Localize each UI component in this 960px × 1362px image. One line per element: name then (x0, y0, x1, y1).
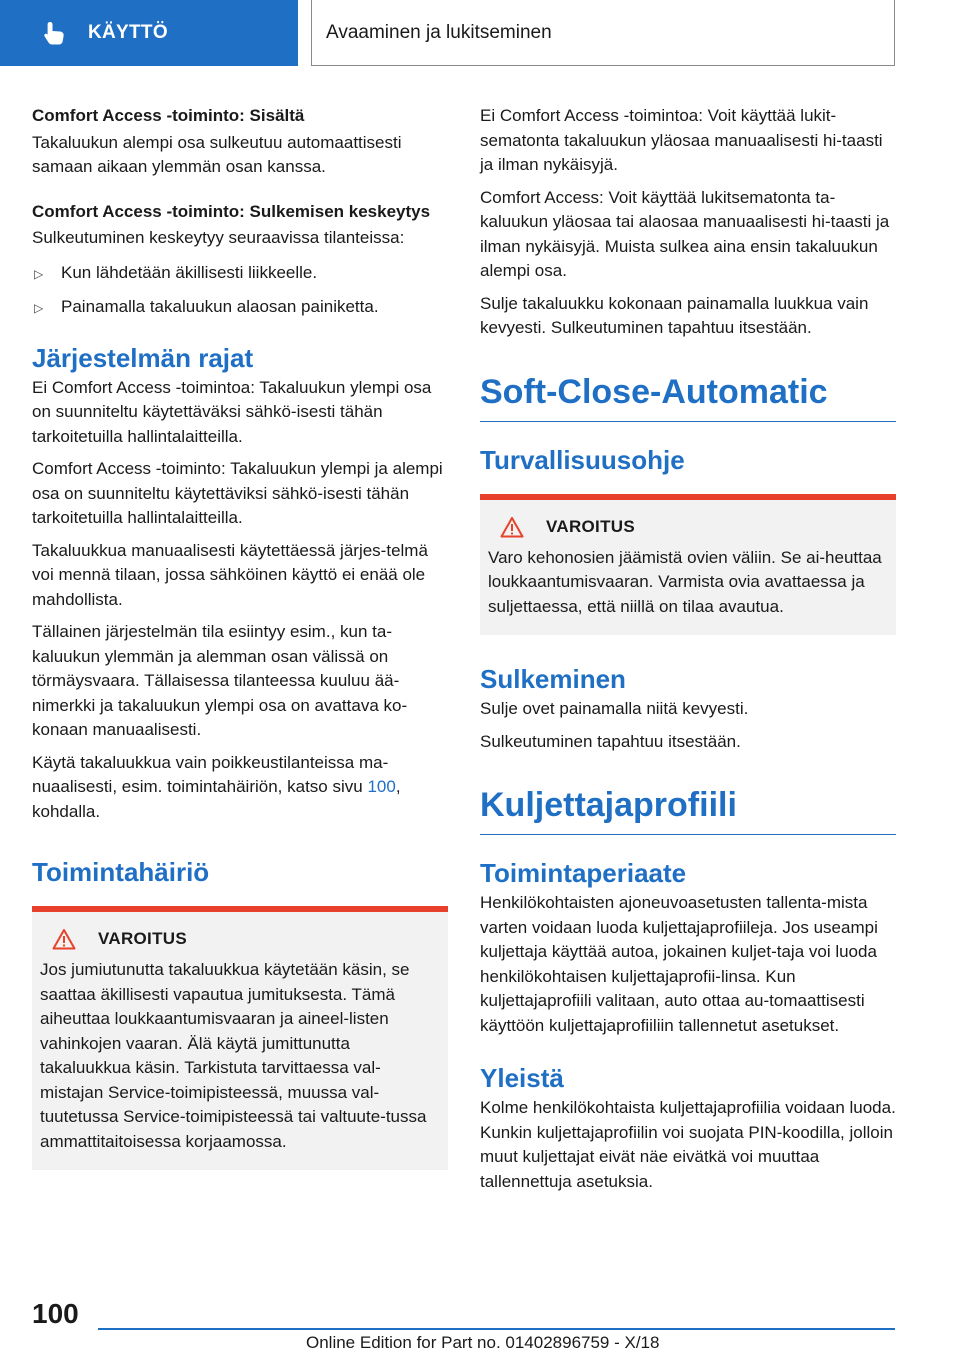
page-link[interactable]: 100 (367, 777, 396, 796)
paragraph: Sulkeutuminen tapahtuu itsestään. (480, 731, 741, 751)
warning-box (32, 906, 448, 1170)
paragraph: Henkilökohtaisten ajoneuvoasetusten tallenta-mista varten voidaan luoda kuljettajaprofiileja. Jos useampi kuljettaja käyttää autoa, jokainen kuljet-taja voi luoda henkilökohtaisen kuljettajaprofii-linsa. Kun kuljettajaprofiili valitaan, auto ottaa au-tomaattisesti käyttöön kuljettajaprofiiliin tallennetut asetukset. (480, 893, 878, 1035)
heading-system-limits: Järjestelmän rajat (32, 342, 254, 373)
hand-pointer-icon (42, 20, 68, 46)
paragraph: Takaluukkua manuaalisesti käytettäessä järjes-telmä voi mennä tilaan, jossa sähköinen käyttö ei enää ole mahdollista. (32, 540, 428, 609)
right-column (480, 104, 896, 1194)
warning-triangle-icon (500, 516, 524, 538)
heading-closing: Sulkeminen (480, 664, 626, 694)
warning-title: VAROITUS (546, 516, 635, 536)
heading-principle: Toimintaperiaate (480, 858, 687, 888)
heading-general: Yleistä (480, 1063, 564, 1093)
footer-divider (98, 1328, 895, 1330)
paragraph: Sulje takaluukku kokonaan painamalla luukkua vain kevyesti. Sulkeutuminen tapahtuu itsestään. (480, 293, 869, 337)
warning-triangle-icon (52, 928, 76, 950)
paragraph: Comfort Access -toiminto: Takaluukun ylempi ja alempi osa on suunniteltu käytettäviksi sähkö-isesti tähän tarkoitetuilla hallintalaitteilla. (32, 459, 443, 527)
page-header (0, 0, 960, 66)
triangle-bullet-icon: ▷ (34, 301, 44, 315)
page-number: 100 (32, 1298, 79, 1329)
warning-title: VAROITUS (98, 929, 187, 948)
paragraph: Sulje ovet painamalla niitä kevyesti. (480, 699, 749, 718)
subheading-comfort-inside: Comfort Access -toiminto: Sisältä (32, 106, 305, 125)
list-item: ▷ Painamalla takaluukun alaosan painiketta. (32, 295, 448, 320)
chapter-box (311, 0, 895, 66)
paragraph: Ei Comfort Access -toimintoa: Takaluukun ylempi osa on suunniteltu käytettäväksi sähkö-isesti tähän tarkoitetuilla hallintalaitteilla. (32, 377, 432, 446)
warning-header (500, 516, 888, 538)
chapter-label: Avaaminen ja lukitseminen (326, 21, 552, 43)
triangle-bullet-icon: ▷ (34, 266, 44, 281)
list-item: ▷ Kun lähdetään äkillisesti liikkeelle. (32, 261, 448, 286)
footer-edition: Online Edition for Part no. 01402896759 - X/18 (306, 1333, 660, 1352)
heading-soft-close: Soft-Close-Automatic (480, 371, 896, 422)
bullet-list (32, 261, 448, 320)
paragraph: Sulkeutuminen keskeytyy seuraavissa tilanteissa: (32, 228, 405, 247)
paragraph: Kolme henkilökohtaista kuljettajaprofiilia voidaan luoda. Kunkin kuljettajaprofiilin voi suojata PIN-koodilla, jolloin muut kuljettajat eivät näe eivätkä voi muuttaa tallennettuja asetuksia. (480, 1098, 896, 1191)
warning-header (52, 928, 440, 950)
paragraph: Käytä takaluukkua vain poikkeustilanteissa ma-nuaalisesti, esim. toimintahäiriön, katso sivu 100, kohdalla. (32, 752, 401, 821)
warning-text: Varo kehonosien jäämistä ovien väliin. Se ai-heuttaa loukkaantumisvaaran. Varmista ovia avattaessa ja suljettaessa, että niillä on tilaa avautua. (488, 547, 882, 616)
section-label: KÄYTTÖ (88, 22, 168, 43)
paragraph: Comfort Access: Voit käyttää lukitsematonta ta-kaluukun yläosaa tai alaosaa manuaalisesti hi-taasti ja ilman nykäisyjä. Muista sulkea aina ensin takaluukun alempi osa. (480, 187, 890, 280)
subheading-comfort-interrupt: Comfort Access -toiminto: Sulkemisen keskeytys (32, 201, 431, 221)
heading-driver-profile: Kuljettajaprofiili (480, 784, 896, 835)
left-column (32, 104, 448, 1170)
warning-box (480, 494, 896, 636)
section-tab[interactable] (0, 0, 298, 66)
paragraph: Ei Comfort Access -toimintoa: Voit käyttää lukit-sematonta takaluukun yläosaa manuaalisesti hi-taasti ja ilman nykäisyjä. (480, 106, 883, 174)
warning-text: Jos jumiutunutta takaluukkua käytetään käsin, se saattaa äkillisesti vapautua jumituksesta. Tämä aiheuttaa loukkaantumisvaaran ja aineel-listen vahinkojen vaaran. Älä käytä jumittunutta takaluukkua käsin. Tarkistuta tarvittaessa val-mistajan Service-toimipisteessä, muussa val-tuutetussa Service-toimipisteessä tai valtuute-tussa ammattitaitoisessa korjaamossa. (40, 960, 427, 1151)
heading-safety: Turvallisuusohje (480, 444, 685, 475)
paragraph: Tällainen järjestelmän tila esiintyy esim., kun ta-kaluukun ylemmän ja alemman osan välissä on törmäysvaara. Tällaisessa tilanteessa kuuluu ää-nimerkki ja takaluukun ylempi osa on avattava ko-konaan manuaalisesti. (32, 622, 408, 739)
heading-malfunction: Toimintahäiriö (32, 857, 210, 887)
paragraph: Takaluukun alempi osa sulkeutuu automaattisesti samaan aikaan ylemmän osan kanssa. (32, 132, 402, 176)
